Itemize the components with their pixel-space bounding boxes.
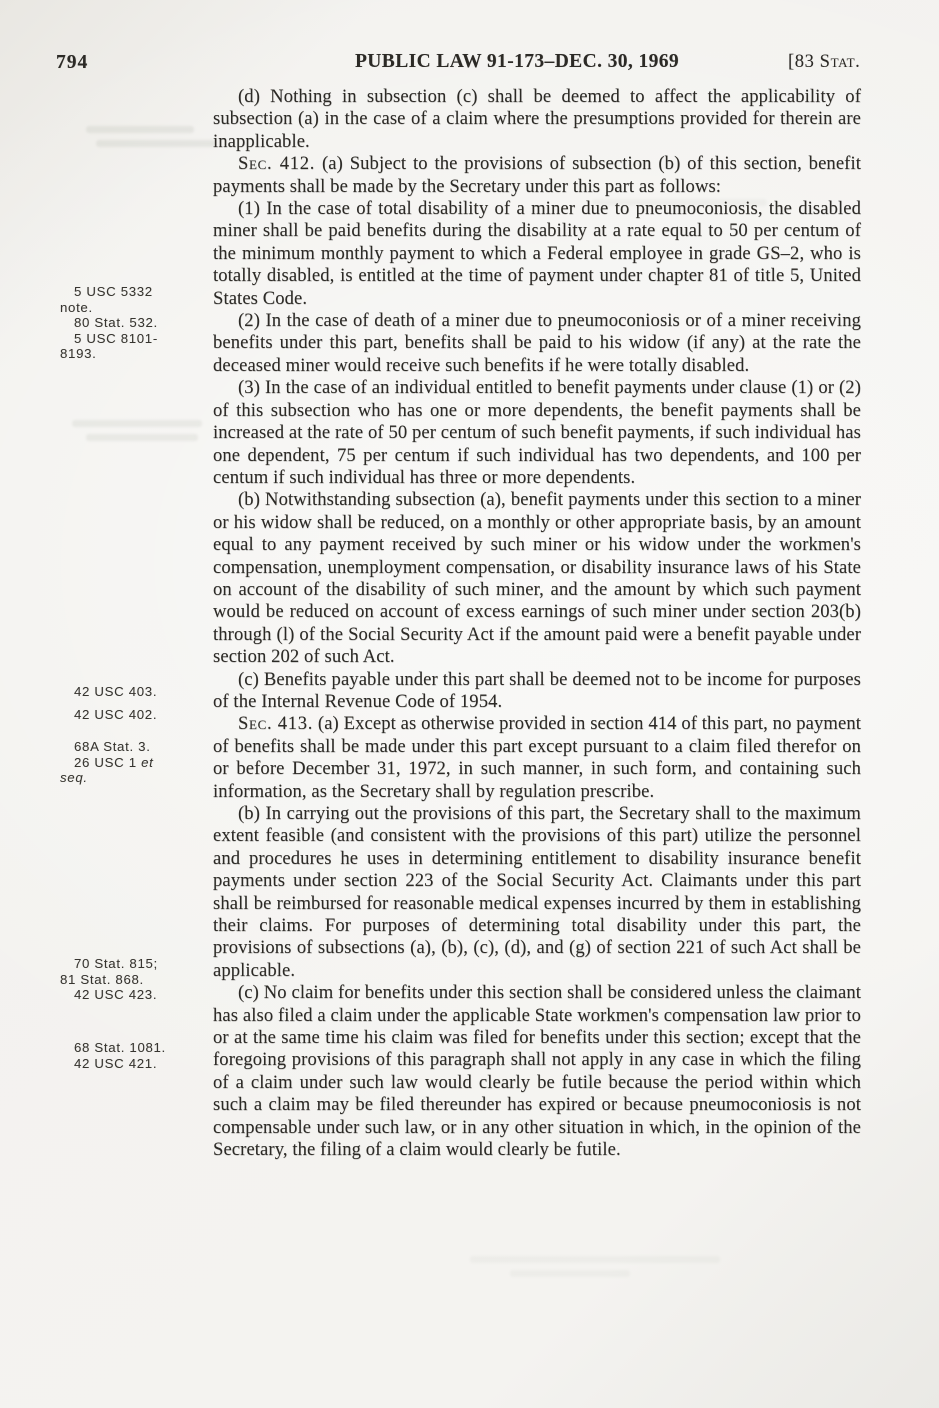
- paragraph-412-3: (3) In the case of an individual entitled to benefit payments under clause (1) or (2) of this subsection who has one or more dependents, the benefit payments shall be increased at the rate of 50 per centum of such benefit payments, if such individual has one dependent, 75 per centum if such individual has two dependents, and 100 per centum if such individual has three or more dependents.: [213, 377, 861, 488]
- margin-note-irc-1954: [60, 739, 212, 786]
- statutes-volume-label: [83 Stat.: [788, 52, 861, 72]
- paragraph-413-b: (b) In carrying out the provisions of this part, the Secretary shall to the maximum extent feasible (and consistent with the provisions of this part) utilize the personnel and procedures he uses in determining entitlement to disability insurance benefit payments under section 223 of the Social Security Act. Claimants under this part shall be reimbursed for reasonable medical expenses incurred by them in establishing their claims. For purposes of determining total disability under this part, the provisions of subsections (a), (b), (c), (d), and (g) of section 221 of such Act shall be applicable.: [213, 803, 861, 981]
- paragraph-412-2: (2) In the case of death of a miner due to pneumoconiosis or of a miner receiving benefits under this part, benefits shall be paid to his widow (if any) at the rate the deceased miner would receive such benefits if he were totally disabled.: [213, 310, 861, 376]
- statute-body: [213, 86, 861, 1162]
- bleedthrough-smudge: [72, 420, 202, 448]
- paragraph-412-c: (c) Benefits payable under this part shall be deemed not to be income for purposes of the Internal Revenue Code of 1954.: [213, 668, 861, 712]
- paragraph-413-c: (c) No claim for benefits under this section shall be considered unless the claimant has also filed a claim under the applicable State workmen's compensation law prior to or at the same time his claim was filed for benefits under this section; except that the foregoing provisions of this paragraph shall not apply in any case in which the filing of a claim under such law would clearly be futile because the period within which such a claim may be filed thereunder has expired or because pneumoconiosis is not compensable under such law, or in any other situation in which, in the opinion of the Secretary, the filing of a claim would clearly be futile.: [213, 982, 861, 1161]
- bleedthrough-smudge: [470, 1256, 720, 1284]
- margin-note-line: 42 USC 403.: [74, 684, 158, 699]
- margin-note-line: note.: [60, 299, 93, 315]
- margin-note-line: 42 USC 421.: [74, 1055, 158, 1071]
- running-head-title: PUBLIC LAW 91-173–DEC. 30, 1969: [355, 51, 680, 72]
- margin-note-line: 80 Stat. 532.: [74, 315, 158, 331]
- margin-note-usc-5332: [60, 284, 212, 362]
- margin-note-line: 5 USC 8101-: [74, 330, 158, 346]
- margin-note-line: seq.: [60, 770, 88, 786]
- margin-note-line: 68 Stat. 1081.: [74, 1040, 166, 1055]
- margin-note-line: 5 USC 5332: [74, 284, 153, 299]
- margin-note-line: 81 Stat. 868.: [60, 971, 144, 987]
- margin-note-line: 8193.: [60, 346, 97, 362]
- margin-note-usc-421: [60, 1040, 212, 1071]
- margin-note-line: 26 USC 1 et: [74, 754, 154, 770]
- margin-note-line: 42 USC 402.: [74, 706, 158, 722]
- margin-note-usc-423: [60, 956, 212, 1003]
- paragraph-sec-412a: Sec. 412. (a) Subject to the provisions of subsection (b) of this section, benefit payments shall be made by the Secretary under this part as follows:: [213, 153, 861, 197]
- margin-note-line: 42 USC 423.: [74, 987, 158, 1003]
- margin-note-line: 70 Stat. 815;: [74, 956, 158, 971]
- paragraph-sec-413a: Sec. 413. (a) Except as otherwise provided in section 414 of this part, no payment of benefits shall be made under this part except pursuant to a claim filed therefor on or before December 31, 1972, in such manner, in such form, and containing such information, as the Secretary shall by regulation prescribe.: [213, 713, 861, 802]
- bleedthrough-smudge: [86, 126, 216, 154]
- paragraph-412-1: (1) In the case of total disability of a miner due to pneumoconiosis, the disabled miner shall be paid benefits during the disability at a rate equal to 50 per centum of the minimum monthly payment to which a Federal employee in grade GS–2, who is totally disabled, is entitled at the time of payment under chapter 81 of title 5, United States Code.: [213, 198, 861, 309]
- page-number: 794: [56, 52, 89, 73]
- section-number: Sec. 412.: [238, 153, 316, 175]
- paragraph-d: (d) Nothing in subsection (c) shall be deemed to affect the applicability of subsection (a) in the case of a claim where the presumptions provided for therein are inapplicable.: [213, 86, 861, 152]
- margin-note-line: 68A Stat. 3.: [74, 739, 151, 754]
- section-number: Sec. 413.: [238, 713, 314, 735]
- paragraph-412-b: (b) Notwithstanding subsection (a), benefit payments under this section to a miner or his widow shall be reduced, on a monthly or other appropriate basis, by an amount equal to any payment received by such miner or his widow under the workmen's compensation, unemployment compensation, or disability insurance laws of his State on account of the disability of such miner, and the amount by which such payment would be reduced on account of excess earnings of such miner under section 203(b) through (l) of the Social Security Act if the amount paid were a benefit payable under section 202 of such Act.: [213, 489, 861, 668]
- margin-note-usc-403-402: [60, 684, 212, 729]
